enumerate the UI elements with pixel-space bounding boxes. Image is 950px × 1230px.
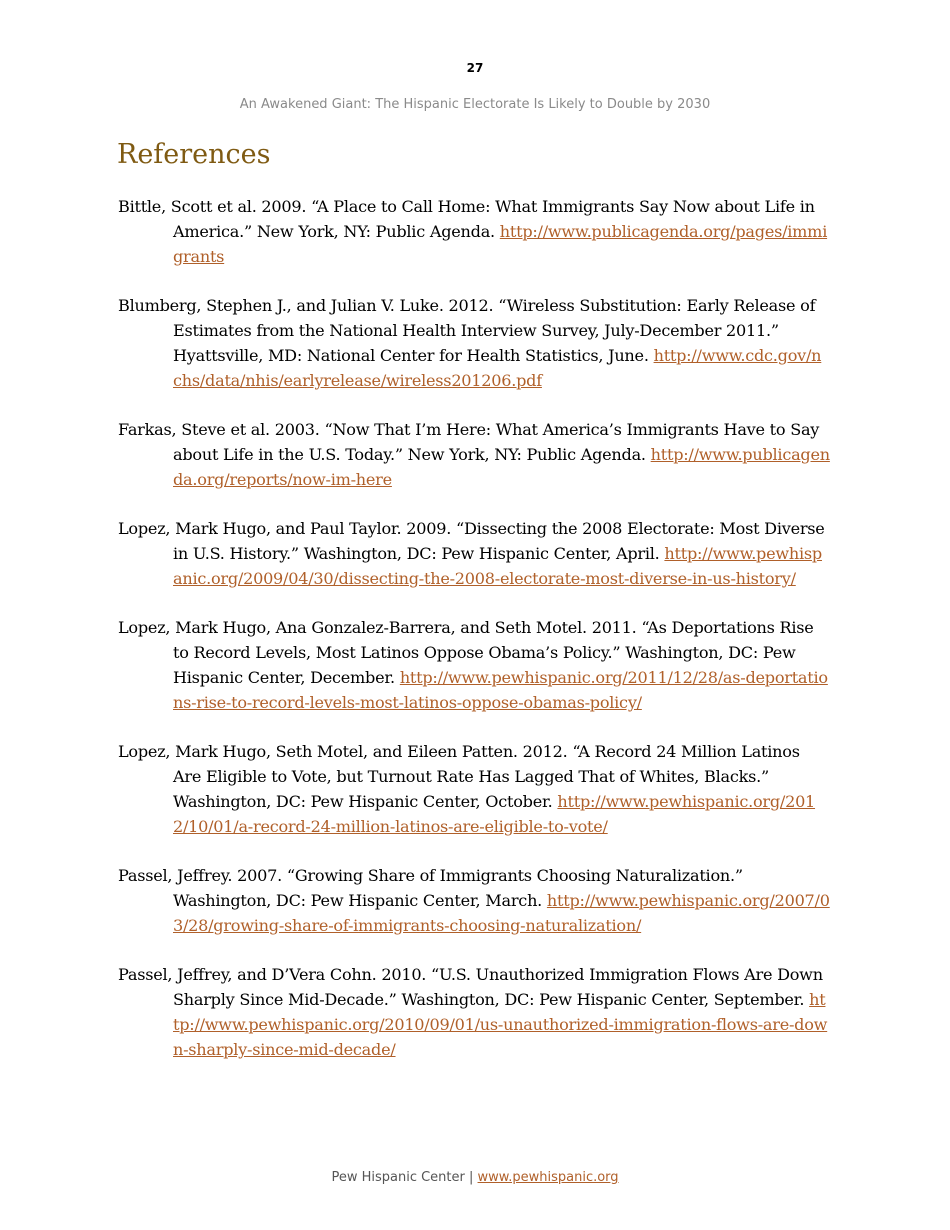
reference-text: Bittle, Scott et al. 2009. “A Place to Call Home: What Immigrants Say Now about Life in America.” New York, NY: Public Agenda. — [118, 197, 815, 241]
reference-item — [118, 417, 830, 492]
reference-text: Farkas, Steve et al. 2003. “Now That I’m Here: What America’s Immigrants Have to Say about Life in the U.S. Today.” New York, NY: Public Agenda. — [118, 420, 820, 464]
reference-item — [118, 194, 830, 269]
page-number: 27 — [466, 61, 484, 75]
reference-list — [118, 194, 830, 1086]
reference-link[interactable]: http://www.pewhispanic.org/2009/04/30/dissecting-the-2008-electorate-most-diverse-in-us-history/ — [173, 544, 822, 588]
reference-link[interactable]: http://www.pewhispanic.org/2011/12/28/as-deportations-rise-to-record-levels-most-latinos-oppose-obamas-policy/ — [173, 668, 828, 712]
reference-item — [118, 293, 830, 393]
reference-item — [118, 615, 830, 715]
reference-text: Passel, Jeffrey, and D’Vera Cohn. 2010. “U.S. Unauthorized Immigration Flows Are Down Sharply Since Mid-Decade.” Washington, DC: Pew Hispanic Center, September. — [118, 965, 823, 1009]
reference-text: Lopez, Mark Hugo, and Paul Taylor. 2009. “Dissecting the 2008 Electorate: Most Diverse in U.S. History.” Washington, DC: Pew Hispanic Center, April. — [118, 519, 825, 563]
reference-link[interactable]: http://www.cdc.gov/nchs/data/nhis/earlyrelease/wireless201206.pdf — [173, 346, 822, 390]
page-footer — [0, 1170, 950, 1185]
footer-website-link[interactable]: www.pewhispanic.org — [477, 1170, 619, 1185]
reference-item — [118, 739, 830, 839]
reference-text: Passel, Jeffrey. 2007. “Growing Share of Immigrants Choosing Naturalization.” Washington, DC: Pew Hispanic Center, March. — [118, 866, 743, 910]
reference-link[interactable]: http://www.publicagenda.org/reports/now-im-here — [173, 445, 830, 489]
reference-link[interactable]: http://www.pewhispanic.org/2007/03/28/growing-share-of-immigrants-choosing-naturalization/ — [173, 891, 830, 935]
reference-item — [118, 962, 830, 1062]
footer-separator: | — [469, 1170, 474, 1185]
reference-text: Lopez, Mark Hugo, Ana Gonzalez-Barrera, and Seth Motel. 2011. “As Deportations Rise to Record Levels, Most Latinos Oppose Obama’s Policy.” Washington, DC: Pew Hispanic Center, December. — [118, 618, 814, 687]
reference-text: Blumberg, Stephen J., and Julian V. Luke. 2012. “Wireless Substitution: Early Release of Estimates from the National Health Interview Survey, July-December 2011.” Hyattsville, MD: National Center for Health Statistics, June. — [118, 296, 816, 365]
section-title: References — [117, 139, 271, 170]
reference-text: Lopez, Mark Hugo, Seth Motel, and Eileen Patten. 2012. “A Record 24 Million Latinos Are Eligible to Vote, but Turnout Rate Has Lagged That of Whites, Blacks.” Washington, DC: Pew Hispanic Center, October. — [118, 742, 800, 811]
footer-org: Pew Hispanic Center — [331, 1170, 465, 1185]
reference-link[interactable]: http://www.pewhispanic.org/2012/10/01/a-record-24-million-latinos-are-eligible-to-vote/ — [173, 792, 816, 836]
reference-item — [118, 516, 830, 591]
reference-link[interactable]: http://www.publicagenda.org/pages/immigrants — [173, 222, 828, 266]
running-header: An Awakened Giant: The Hispanic Electorate Is Likely to Double by 2030 — [239, 97, 711, 112]
reference-item — [118, 863, 830, 938]
reference-link[interactable]: http://www.pewhispanic.org/2010/09/01/us-unauthorized-immigration-flows-are-down-sharply-since-mid-decade/ — [173, 990, 828, 1059]
